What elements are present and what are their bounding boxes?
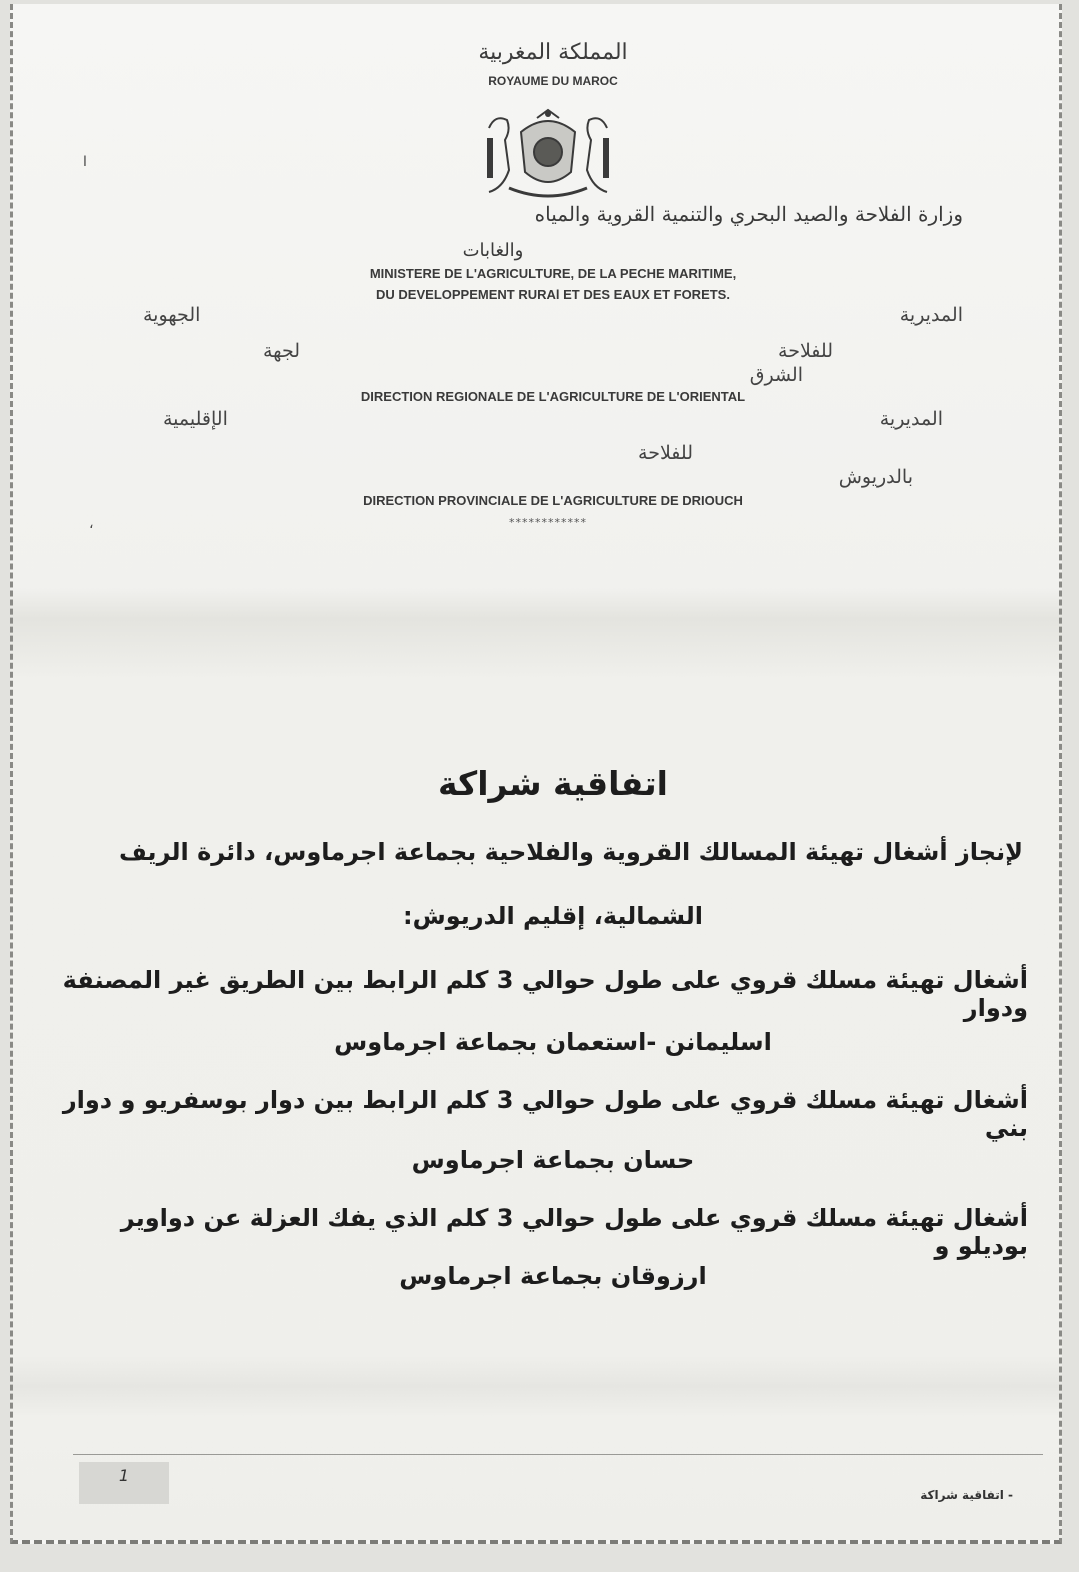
footer-divider	[73, 1454, 1043, 1455]
provincial-direction-arabic-line3: بالدريوش	[838, 466, 913, 488]
work-item-3: أشغال تهيئة مسلك قروي على طول حوالي 3 كلم الذي يفك العزلة عن دواوير بوديلو و	[120, 1204, 1028, 1260]
regional-direction-arabic-line2: للفلاحة لجهة	[263, 340, 833, 362]
ministry-title-arabic-continued: والغابات	[462, 240, 524, 261]
header-separator: ************	[509, 516, 587, 529]
work-item-1: أشغال تهيئة مسلك قروي على طول حوالي 3 كلم الرابط بين الطريق غير المصنفة ودوار	[62, 966, 1028, 1022]
document-title: اتفاقية شراكة	[438, 764, 668, 803]
provincial-direction-french: DIRECTION PROVINCIALE DE L'AGRICULTURE DE DRIOUCH	[363, 493, 743, 508]
regional-direction-arabic: المديرية الجهوية	[143, 304, 963, 326]
ministry-title-french-continued: DU DEVELOPPEMENT RURAl ET DES EAUX ET FORETS.	[376, 287, 730, 302]
work-item-1-continued: اسليمانن -استعمان بجماعة اجرماوس	[334, 1028, 772, 1056]
page-number: 1	[118, 1466, 130, 1485]
document-page	[10, 4, 1062, 1544]
ministry-title-french: MINISTERE DE L'AGRICULTURE, DE LA PECHE MARITIME,	[369, 266, 737, 281]
coat-of-arms-emblem	[479, 108, 617, 200]
work-item-3-continued: ارزوقان بجماعة اجرماوس	[399, 1262, 707, 1290]
kingdom-title-arabic: المملكة المغربية	[478, 40, 628, 65]
work-item-2-continued: حسان بجماعة اجرماوس	[411, 1146, 695, 1174]
work-item-2: أشغال تهيئة مسلك قروي على طول حوالي 3 كلم الرابط بين دوار بوسفريو و دوار بني	[62, 1086, 1028, 1142]
provincial-direction-arabic-line2: للفلاحة	[638, 442, 693, 464]
ministry-title-arabic: وزارة الفلاحة والصيد البحري والتنمية القروية والمياه	[534, 202, 963, 226]
kingdom-title-french: ROYAUME DU MAROC	[488, 74, 618, 88]
document-subtitle-continued: الشمالية، إقليم الدريوش:	[403, 902, 703, 930]
provincial-direction-arabic: المديرية الإقليمية	[163, 408, 943, 430]
document-subtitle: لإنجاز أشغال تهيئة المسالك القروية والفلاحية بجماعة اجرماوس، دائرة الريف	[118, 838, 1023, 866]
regional-direction-french: DIRECTION REGIONALE DE L'AGRICULTURE DE L'ORIENTAL	[360, 389, 746, 404]
regional-direction-arabic-line3: الشرق	[749, 364, 803, 386]
footer-label: - اتفاقية شراكة	[920, 1488, 1013, 1502]
margin-mark: ،	[89, 516, 94, 532]
margin-mark: ا	[83, 154, 87, 170]
